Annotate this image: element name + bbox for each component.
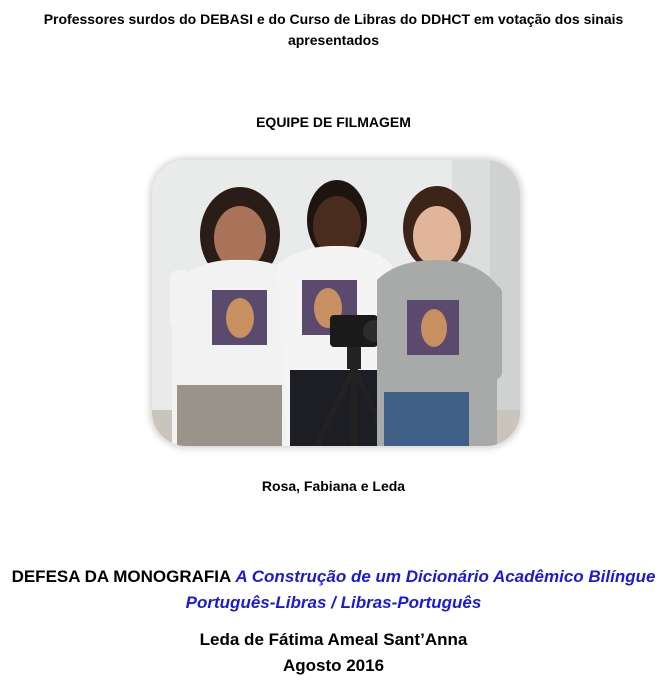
author-name: Leda de Fátima Ameal Sant’Anna [199, 630, 468, 649]
defense-label: DEFESA DA MONOGRAFIA [11, 567, 231, 586]
page-heading: Professores surdos do DEBASI e do Curso de Libras do DDHCT em votação dos sinais apresentados [43, 11, 624, 48]
defense-block [10, 564, 657, 616]
monograph-title-line2: Português-Libras / Libras-Português [185, 593, 482, 612]
team-title: EQUIPE DE FILMAGEM [256, 114, 411, 130]
photo-caption: Rosa, Fabiana e Leda [261, 478, 406, 494]
team-photo [152, 160, 520, 446]
monograph-title-line1: A Construção de um Dicionário Acadêmico Bilíngue [235, 567, 656, 586]
date: Agosto 2016 [282, 656, 385, 675]
